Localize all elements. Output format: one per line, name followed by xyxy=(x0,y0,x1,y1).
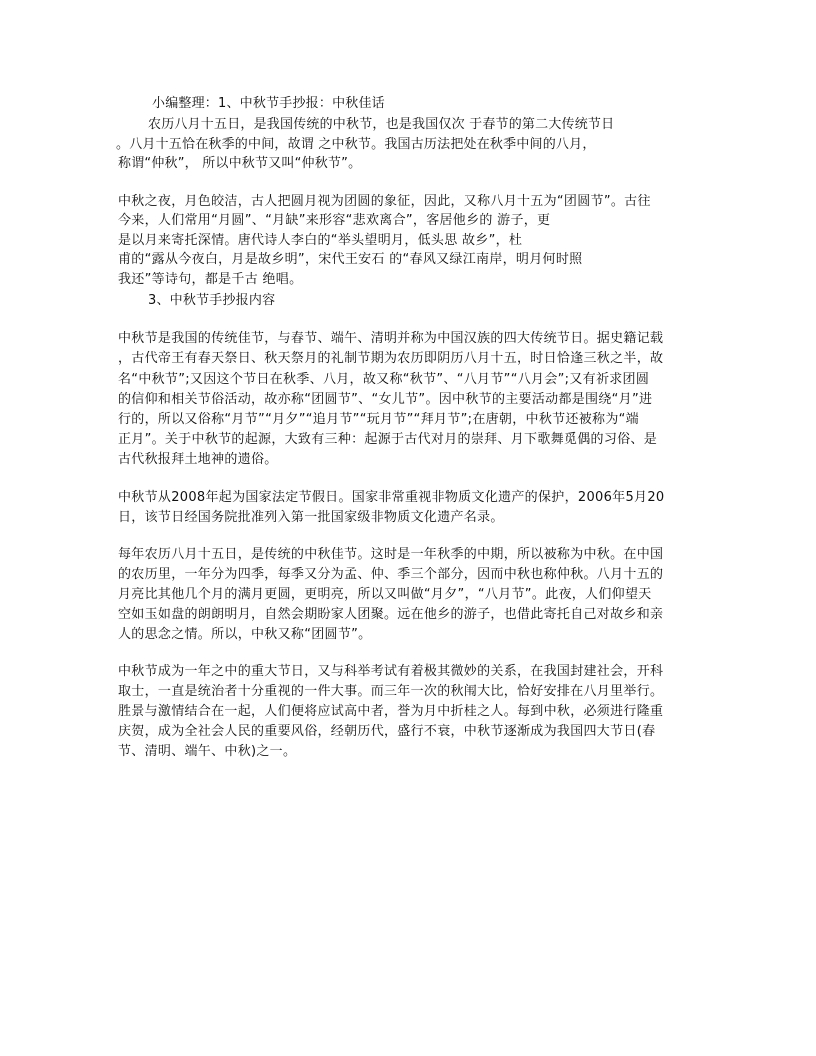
intro-line-3: 称谓“仲秋”， 所以中秋节又叫“仲秋节”。 xyxy=(118,156,362,171)
intro-line-2: 。八月十五恰在秋季的中间，故谓 之中秋节。我国古历法把处在秋季中间的八月， xyxy=(116,137,596,152)
moon-line-4: 甫的“露从今夜白，月是故乡明”，宋代王安石 的“春风又绿江南岸，明月何时照 xyxy=(118,252,583,267)
holiday-line-1: 中秋节从2008年起为国家法定节假日。国家非常重视非物质文化遗产的保护，2006年5月20 xyxy=(118,490,665,505)
moon-line-1: 中秋之夜，月色皎洁，古人把圆月视为团圆的象征，因此，又称八月十五为“团圆节”。古往 xyxy=(118,194,651,209)
exam-line-3: 胜景与激情结合在一起，人们便将应试高中者，誉为月中折桂之人。每到中秋，必须进行隆重 xyxy=(118,704,664,719)
origin-line-7: 古代秋报拜土地神的遗俗。 xyxy=(118,452,278,467)
custom-line-1: 每年农历八月十五日，是传统的中秋佳节。这时是一年秋季的中期，所以被称为中秋。在中国 xyxy=(118,547,664,562)
custom-line-5: 人的思念之情。所以，中秋又称“团圆节”。 xyxy=(118,627,372,642)
origin-line-1: 中秋节是我国的传统佳节，与春节、端午、清明并称为中国汉族的四大传统节日。据史籍记载 xyxy=(118,331,664,346)
custom-line-4: 空如玉如盘的朗朗明月，自然会期盼家人团聚。远在他乡的游子，也借此寄托自己对故乡和亲 xyxy=(118,607,664,622)
moon-line-3: 是以月来寄托深情。唐代诗人李白的“举头望明月，低头思 故乡”，杜 xyxy=(118,233,523,248)
exam-line-1: 中秋节成为一年之中的重大节日，又与科举考试有着极其微妙的关系，在我国封建社会，开科 xyxy=(118,664,664,679)
intro-heading: 小编整理：1、中秋节手抄报：中秋佳话 xyxy=(152,96,385,111)
intro-line-1: 农历八月十五日，是我国传统的中秋节，也是我国仅次 于春节的第二大传统节日 xyxy=(148,117,615,132)
origin-line-5: 行的，所以又俗称“月节”“月夕”“追月节”“玩月节”“拜月节”;在唐朝，中秋节还被称为“端 xyxy=(118,412,639,427)
origin-line-2: ，古代帝王有春天祭日、秋天祭月的礼制节期为农历即阴历八月十五，时日恰逢三秋之半，故 xyxy=(118,351,664,366)
moon-line-5: 我还”等诗句，都是千古 绝唱。 xyxy=(118,272,303,287)
origin-line-6: 正月”。关于中秋节的起源，大致有三种：起源于古代对月的崇拜、月下歌舞觅偶的习俗、是 xyxy=(118,432,658,447)
origin-line-3: 名“中秋节”;又因这个节日在秋季、八月，故又称“秋节”、“八月节”“八月会”;又有祈求团圆 xyxy=(118,372,650,387)
custom-line-2: 的农历里，一年分为四季，每季又分为孟、仲、季三个部分，因而中秋也称仲秋。八月十五的 xyxy=(118,567,664,582)
origin-line-4: 的信仰和相关节俗活动，故亦称“团圆节”、“女儿节”。因中秋节的主要活动都是围绕“月”进 xyxy=(118,392,653,407)
exam-line-5: 节、清明、端午、中秋)之一。 xyxy=(118,744,297,759)
custom-line-3: 月亮比其他几个月的满月更圆，更明亮，所以又叫做“月夕”，“八月节”。此夜，人们仰望天 xyxy=(118,587,652,602)
exam-line-4: 庆贺，成为全社会人民的重要风俗，经朝历代，盛行不衰，中秋节逐渐成为我国四大节日(春 xyxy=(118,724,656,739)
moon-line-2: 今来，人们常用“月圆”、“月缺”来形容“悲欢离合”，客居他乡的 游子，更 xyxy=(118,213,551,228)
section3-heading: 3、中秋节手抄报内容 xyxy=(148,293,276,308)
holiday-line-2: 日，该节日经国务院批准列入第一批国家级非物质文化遗产名录。 xyxy=(118,510,504,525)
exam-line-2: 取士，一直是统治者十分重视的一件大事。而三年一次的秋闱大比，恰好安排在八月里举行。 xyxy=(118,684,664,699)
